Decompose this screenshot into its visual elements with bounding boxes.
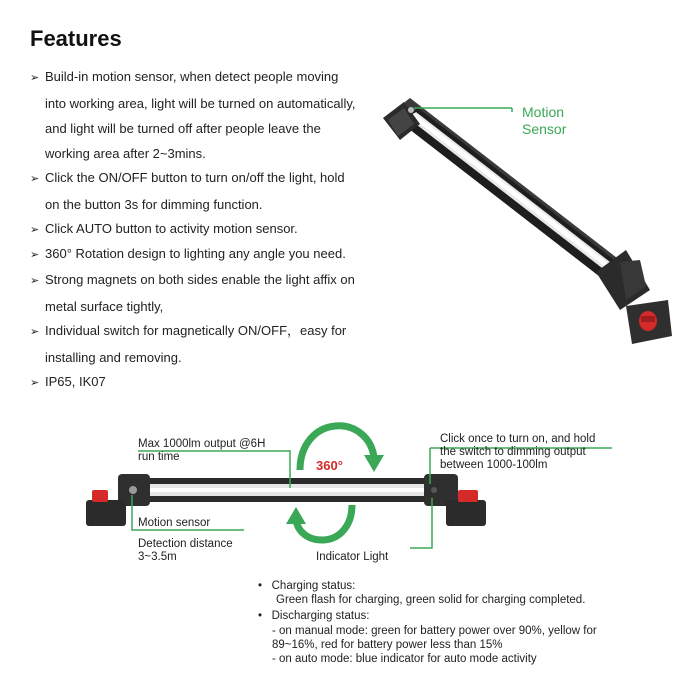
- motion-sensor-top-label: Motion Sensor: [522, 104, 567, 137]
- click-instruction-label: Click once to turn on, and hold the switch to dimming output between 1000-100lm: [440, 433, 596, 471]
- feature-item: ➢ Click AUTO button to activity motion sensor.: [30, 216, 298, 243]
- feature-item: ➢ Individual switch for magnetically ON/OFF，easy for installing and removing.: [30, 318, 346, 370]
- rotation-label: 360°: [316, 458, 343, 473]
- indicator-light-label: Indicator Light: [316, 551, 389, 563]
- motion-sensor-label: Motion sensor: [138, 517, 211, 529]
- arrow-bullet-icon: ➢: [30, 72, 40, 84]
- charging-status-text: Green flash for charging, green solid for charging completed.: [276, 594, 586, 606]
- arrow-bullet-icon: ➢: [30, 326, 40, 338]
- detection-distance-label: Detection distance 3~3.5m: [138, 538, 233, 563]
- output-label: Max 1000lm output @6H run time: [138, 438, 266, 463]
- discharging-status-line: - on auto mode: blue indicator for auto mode activity: [272, 653, 537, 665]
- feature-item: ➢ IP65, IK07: [30, 369, 106, 396]
- discharging-status-line: 89~16%, red for battery power less than 15%: [272, 639, 503, 651]
- arrow-bullet-icon: ➢: [30, 275, 40, 287]
- feature-item: ➢ Strong magnets on both sides enable the light affix on metal surface tightly,: [30, 267, 355, 319]
- arrow-bullet-icon: ➢: [30, 224, 40, 236]
- arrow-bullet-icon: ➢: [30, 249, 40, 261]
- feature-item: ➢ 360° Rotation design to lighting any angle you need.: [30, 241, 346, 268]
- page-title: Features: [30, 26, 122, 51]
- arrow-bullet-icon: ➢: [30, 377, 40, 389]
- charging-status-title: • Charging status:: [258, 580, 356, 592]
- arrow-bullet-icon: ➢: [30, 173, 40, 185]
- feature-item: ➢ Click the ON/OFF button to turn on/off the light, hold on the button 3s for dimming function.: [30, 165, 345, 217]
- discharging-status-title: • Discharging status:: [258, 610, 370, 622]
- discharging-status-line: - on manual mode: green for battery power over 90%, yellow for: [272, 625, 597, 637]
- feature-item: ➢ Build-in motion sensor, when detect people moving into working area, light will be turned on automatically, and light will be turned off after people leave the working area after 2~3mins.: [30, 64, 355, 166]
